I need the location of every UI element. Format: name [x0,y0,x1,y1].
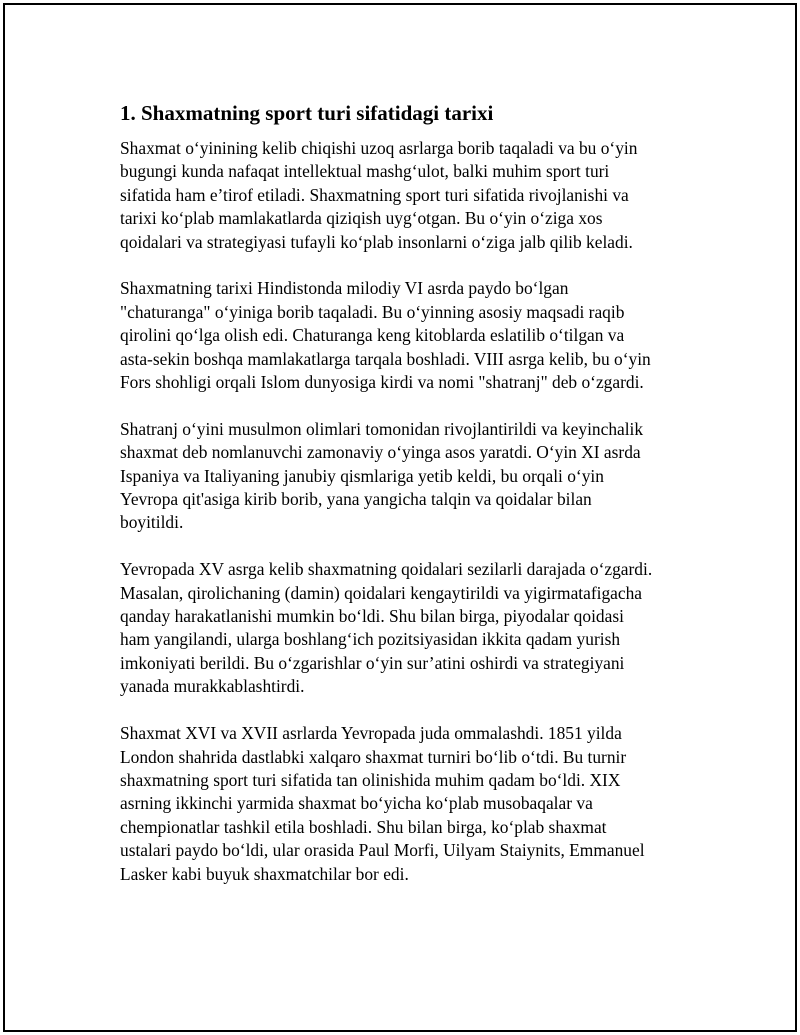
text-line: shaxmatning sport turi sifatida tan olinishida muhim qadam bo‘ldi. XIX [120,769,621,790]
text-line: Fors shohligi orqali Islom dunyosiga kirdi va nomi "shatranj" deb o‘zgardi. [120,372,644,393]
page-frame [3,3,797,1032]
paragraph-1 [120,137,700,254]
text-line: "chaturanga" o‘yiniga borib taqaladi. Bu o‘yinning asosiy maqsadi raqib [120,301,625,322]
paragraph-2 [120,277,700,394]
text-line: Ispaniya va Italiyaning janubiy qismlariga yetib keldi, bu orqali o‘yin [120,465,604,486]
text-line: Shaxmatning tarixi Hindistonda milodiy VI asrda paydo bo‘lgan [120,278,569,299]
text-line: shaxmat deb nomlanuvchi zamonaviy o‘yinga asos yaratdi. O‘yin XI asrda [120,442,641,463]
text-line: Shaxmat XVI va XVII asrlarda Yevropada juda ommalashdi. 1851 yilda [120,723,622,744]
text-line: boyitildi. [120,512,184,533]
text-line: London shahrida dastlabki xalqaro shaxmat turniri bo‘lib o‘tdi. Bu turnir [120,746,627,767]
text-line: chempionatlar tashkil etila boshladi. Shu bilan birga, ko‘plab shaxmat [120,816,607,837]
paragraph-4 [120,558,700,698]
text-line: Shatranj o‘yini musulmon olimlari tomonidan rivojlantirildi va keyinchalik [120,418,644,439]
text-line: qoidalari va strategiyasi tufayli ko‘plab insonlarni o‘ziga jalb qilib keladi. [120,231,633,252]
text-line: Shaxmat o‘yinining kelib chiqishi uzoq asrlarga borib taqaladi va bu o‘yin [120,138,638,158]
text-line: ustalari paydo bo‘ldi, ular orasida Paul Morfi, Uilyam Staiynits, Emmanuel [120,840,645,861]
text-line: tarixi ko‘plab mamlakatlarda qiziqish uyg‘otgan. Bu o‘yin o‘ziga xos [120,208,603,229]
text-line: asrning ikkinchi yarmida shaxmat bo‘yicha ko‘plab musobaqalar va [120,793,593,814]
text-line: bugungi kunda nafaqat intellektual mashg‘ulot, balki muhim sport turi [120,161,610,182]
document-body [120,95,700,909]
text-line: imkoniyati berildi. Bu o‘zgarishlar o‘yin sur’atini oshirdi va strategiyani [120,652,625,673]
text-line: qanday harakatlanishi mumkin bo‘ldi. Shu bilan birga, piyodalar qoidasi [120,606,624,627]
paragraph-5 [120,722,700,886]
paragraph-3 [120,418,700,535]
text-line: Yevropa qit'asiga kirib borib, yana yangicha talqin va qoidalar bilan [120,489,592,510]
text-line: yanada murakkablashtirdi. [120,676,305,697]
text-line: Yevropada XV asrga kelib shaxmatning qoidalari sezilarli darajada o‘zgardi. [120,559,653,580]
section-heading: 1. Shaxmatning sport turi sifatidagi tarixi [120,101,494,125]
text-line: sifatida ham e’tirof etiladi. Shaxmatning sport turi sifatida rivojlanishi va [120,184,629,205]
text-line: Masalan, qirolichaning (damin) qoidalari kengaytirildi va yigirmatafigacha [120,582,643,603]
text-line: ham yangilandi, ularga boshlang‘ich pozitsiyasidan ikkita qadam yurish [120,629,621,650]
text-line: Lasker kabi buyuk shaxmatchilar bor edi. [120,863,409,884]
text-line: asta-sekin boshqa mamlakatlarga tarqala boshladi. VIII asrga kelib, bu o‘yin [120,348,651,369]
text-line: qirolini qo‘lga olish edi. Chaturanga keng kitoblarda eslatilib o‘tilgan va [120,325,625,346]
